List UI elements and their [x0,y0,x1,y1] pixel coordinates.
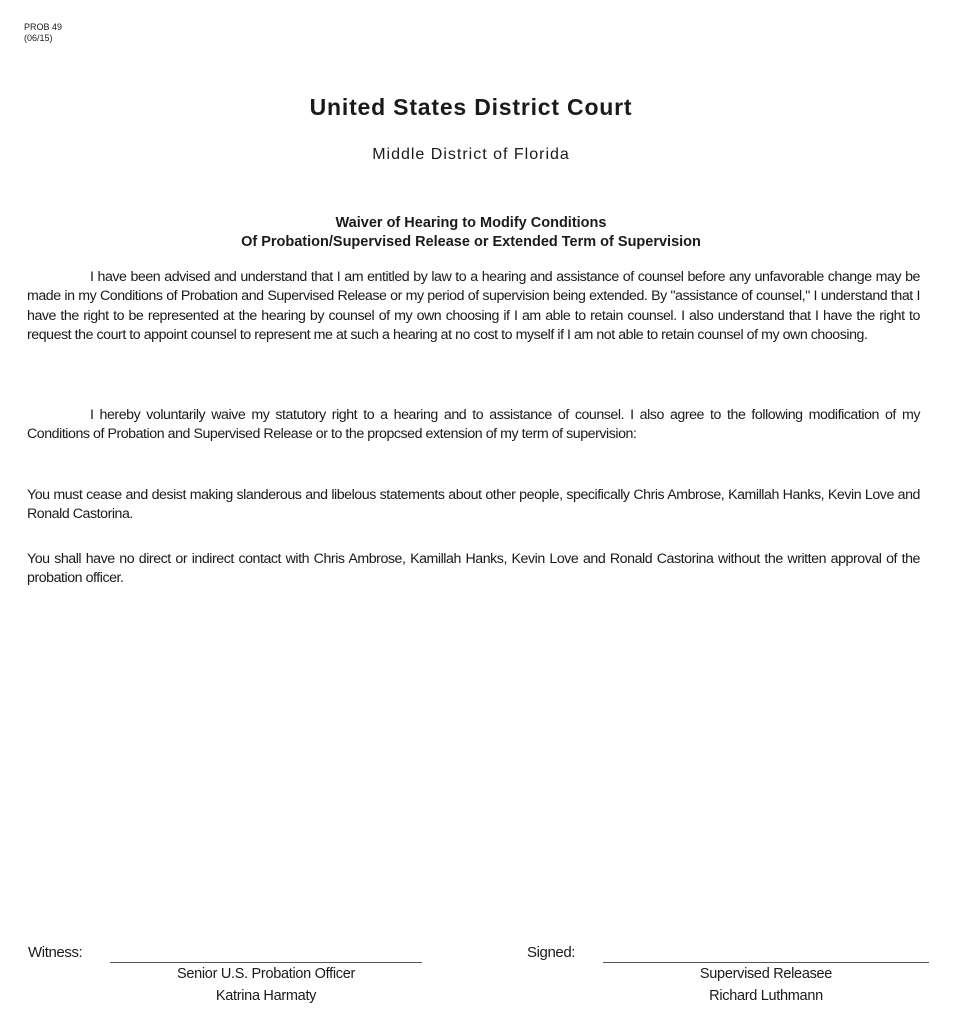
form-code: PROB 49 [24,22,63,32]
witness-name: Katrina Harmaty [215,988,317,1004]
title-line-1: Waiver of Hearing to Modify Conditions [335,215,607,231]
title-line-2: Of Probation/Supervised Release or Extended Term of Supervision [241,234,701,250]
advisement-paragraph: I have been advised and understand that I am entitled by law to a hearing and assistance of counsel before any unfavorable change may be made in my Conditions of Probation and Supervised Release or my period of supervision being extended. By "assistance of counsel," I understand that I have the right to be represented at the hearing by counsel of my own choosing if I am able to retain counsel. I also understand that I have the right to request the court to appoint counsel to represent me at such a hearing at no cost to myself if I am not able to retain counsel of my own choosing. [27,269,920,344]
form-identifier [24,22,62,44]
condition-1: You must cease and desist making slanderous and libelous statements about other people, specifically Chris Ambrose, Kamillah Hanks, Kevin Love and Ronald Castorina. [27,487,920,523]
waiver-paragraph: I hereby voluntarily waive my statutory right to a hearing and to assistance of counsel. I also agree to the following modification of my Conditions of Probation and Supervised Release or to the propcsed extension of my term of supervision: [27,407,920,443]
document-title [0,214,942,252]
form-revision: (06/15) [24,33,53,43]
witness-role: Senior U.S. Probation Officer [176,966,355,982]
witness-caption [110,963,422,1007]
releasee-role: Supervised Releasee [699,966,833,982]
witness-label: Witness: [28,944,83,961]
court-name: United States District Court [309,94,633,120]
condition-2: You shall have no direct or indirect contact with Chris Ambrose, Kamillah Hanks, Kevin Love and Ronald Castorina without the written approval of the probation officer. [27,551,920,587]
signed-label: Signed: [527,944,576,961]
releasee-name: Richard Luthmann [709,988,823,1004]
releasee-caption [603,963,929,1007]
district-name: Middle District of Florida [372,146,570,163]
